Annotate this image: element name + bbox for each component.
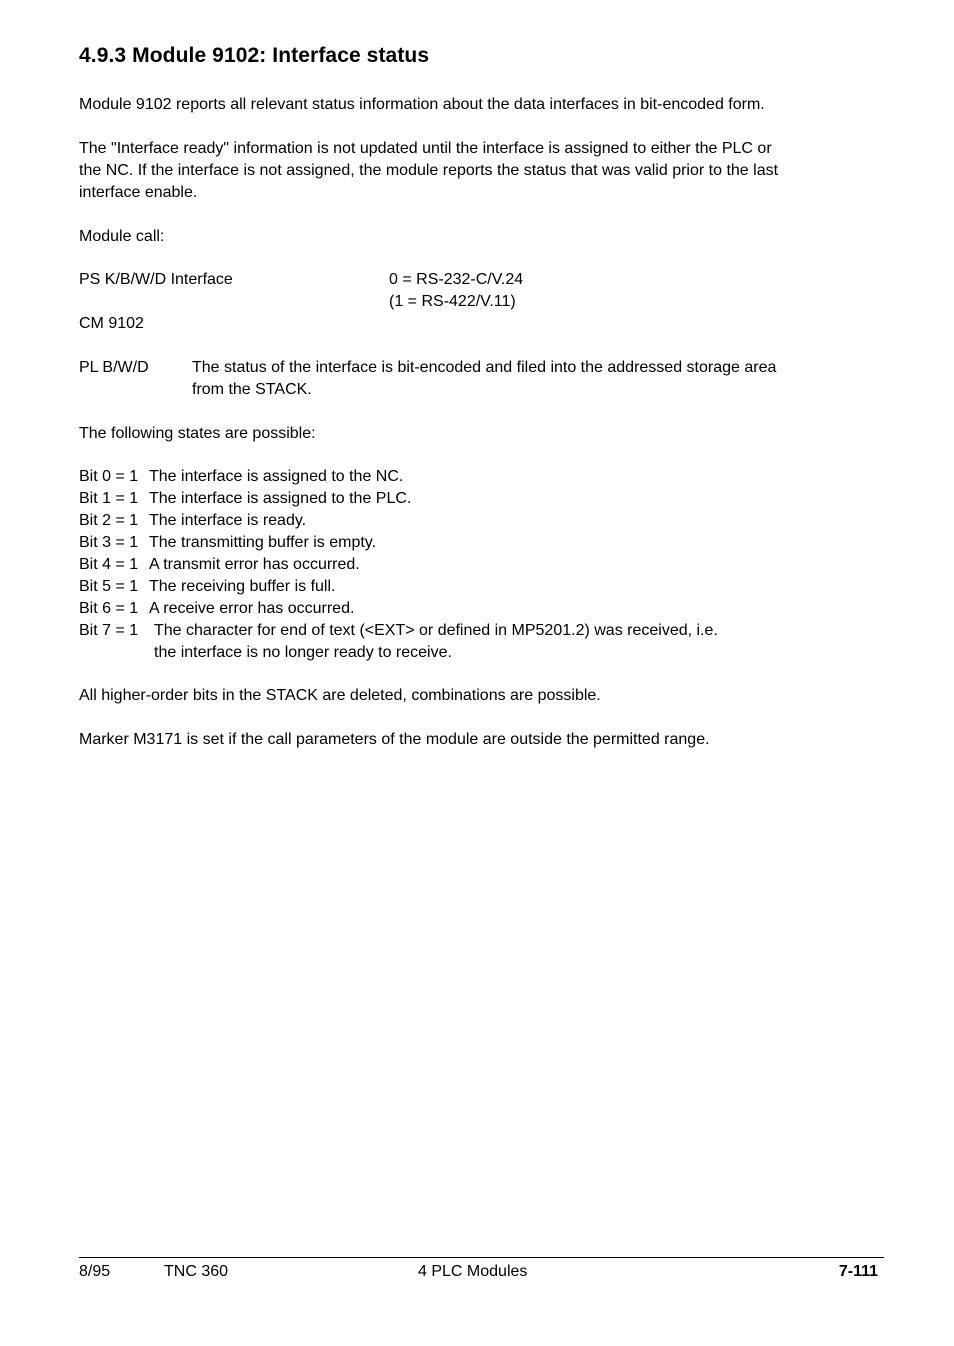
bit-description: The interface is assigned to the NC. [149, 468, 404, 485]
footer-date: 8/95 [79, 1263, 111, 1280]
bit-key: Bit 3 = 1 [79, 534, 139, 551]
bit-key: Bit 7 = 1 [79, 622, 139, 639]
marker-note: Marker M3171 is set if the call parameters of the module are outside the permitted range. [79, 731, 710, 748]
ready-note-line-3: interface enable. [79, 184, 198, 201]
bit-description: The character for end of text (<EXT> or defined in MP5201.2) was received, i.e. [154, 622, 718, 639]
bit-description: The interface is assigned to the PLC. [149, 490, 412, 507]
ps-option-rs422: (1 = RS-422/V.11) [389, 293, 516, 310]
bit-key: Bit 0 = 1 [79, 468, 139, 485]
module-call-label: Module call: [79, 228, 165, 245]
ready-note-line-2: the NC. If the interface is not assigned, the module reports the status that was valid prior to the last [79, 162, 779, 179]
bit-7-continuation: the interface is no longer ready to receive. [154, 644, 452, 661]
bit-key: Bit 4 = 1 [79, 556, 139, 573]
footer-product: TNC 360 [164, 1263, 229, 1280]
pl-description-line-1: The status of the interface is bit-encoded and filed into the addressed storage area [192, 359, 777, 376]
bit-description: The interface is ready. [149, 512, 307, 529]
footer-chapter: 4 PLC Modules [418, 1263, 528, 1280]
higher-bits-note: All higher-order bits in the STACK are deleted, combinations are possible. [79, 687, 601, 704]
footer-divider [79, 1257, 884, 1258]
bit-key: Bit 1 = 1 [79, 490, 139, 507]
intro-paragraph: Module 9102 reports all relevant status information about the data interfaces in bit-encoded form. [79, 96, 765, 113]
bit-description: A receive error has occurred. [149, 600, 355, 617]
ready-note-line-1: The "Interface ready" information is not updated until the interface is assigned to either the PLC or [79, 140, 772, 157]
ps-option-rs232: 0 = RS-232-C/V.24 [389, 271, 524, 288]
bit-description: A transmit error has occurred. [149, 556, 360, 573]
bit-key: Bit 6 = 1 [79, 600, 139, 617]
bit-key: Bit 5 = 1 [79, 578, 139, 595]
bit-description: The receiving buffer is full. [149, 578, 336, 595]
pl-description-line-2: from the STACK. [192, 381, 312, 398]
bit-description: The transmitting buffer is empty. [149, 534, 377, 551]
states-intro: The following states are possible: [79, 425, 316, 442]
cm-call-line: CM 9102 [79, 315, 144, 332]
section-heading: 4.9.3 Module 9102: Interface status [79, 44, 430, 67]
footer-page-number: 7-111 [838, 1263, 878, 1280]
ps-parameter-label: PS K/B/W/D Interface [79, 271, 233, 288]
pl-parameter-label: PL B/W/D [79, 359, 149, 376]
bit-key: Bit 2 = 1 [79, 512, 139, 529]
